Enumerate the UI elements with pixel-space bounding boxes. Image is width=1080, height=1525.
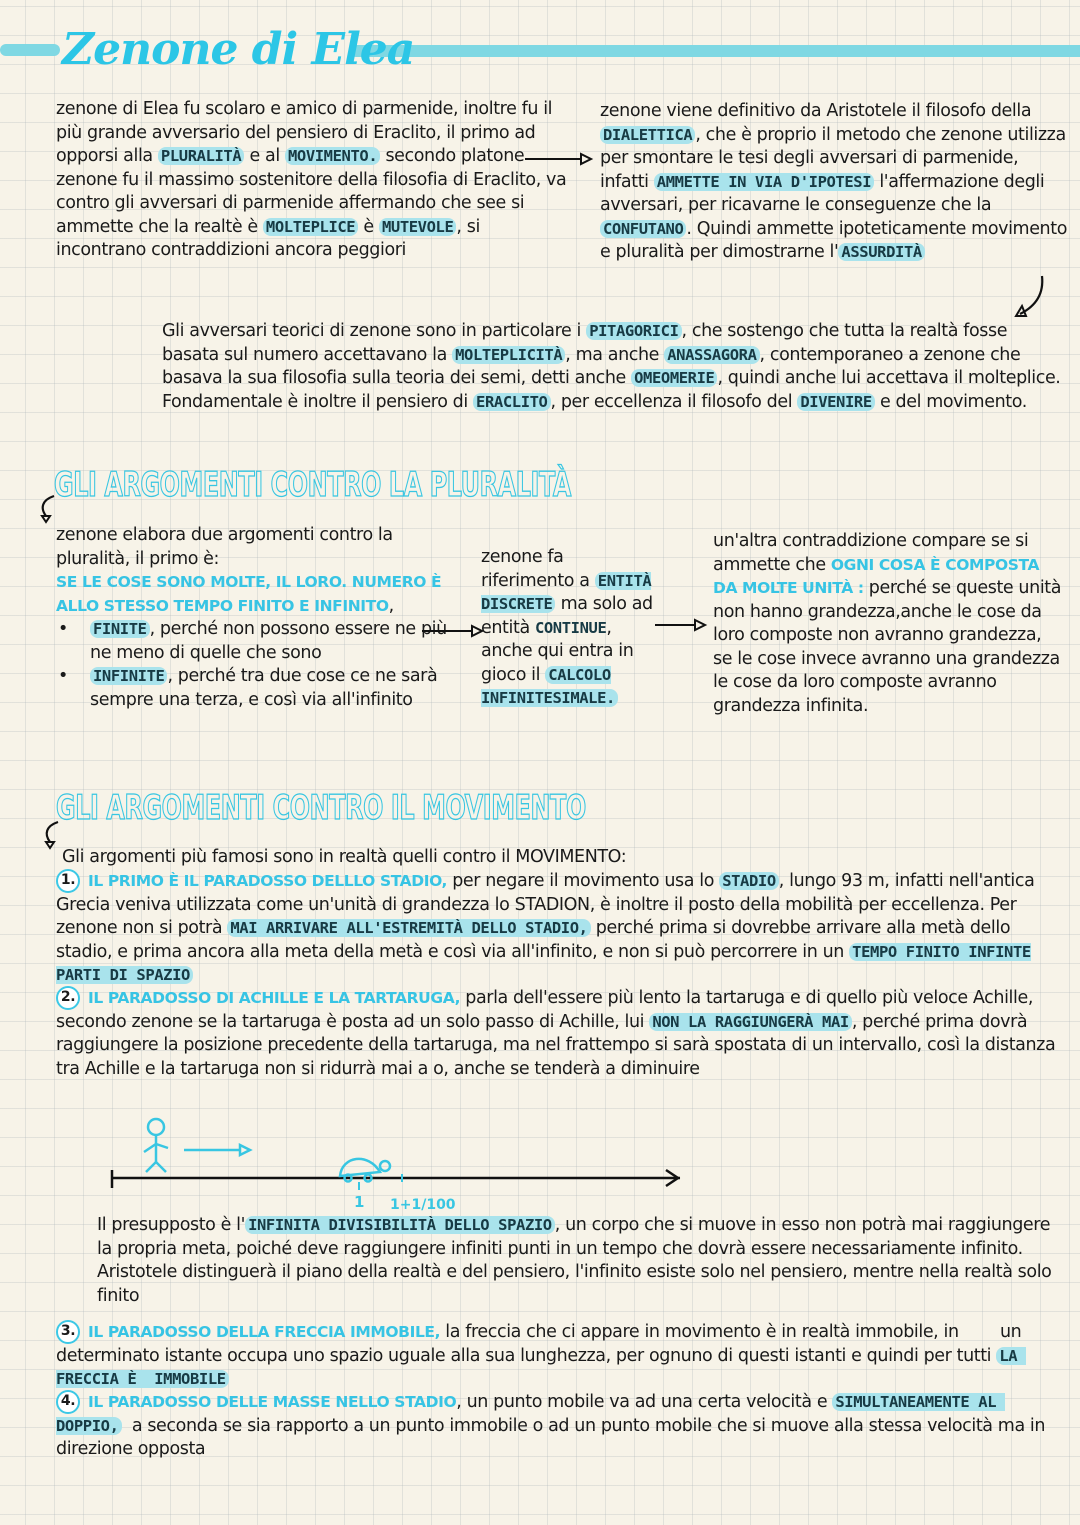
text: , un corpo che si muove in esso non potrà mai raggiungere la propria meta, poiché deve raggiungere infiniti punti in un tempo che dovrà essere necessariamente infinito. Aristotele distinguerà il piano della realtà e del pensiero, l'infinito esiste solo nel pensiero, mentre nella realtà solo finito (97, 1215, 1052, 1306)
paradox-item-3 (56, 1320, 1066, 1392)
arrow-right-icon (655, 618, 709, 632)
paradox-item-4 (56, 1390, 1068, 1462)
number-badge-4: 4. (56, 1390, 80, 1414)
highlight-pitagorici: PITAGORICI (586, 322, 681, 340)
premise-paragraph (97, 1214, 1067, 1308)
tick-label-1: 1 (354, 1193, 365, 1211)
highlight-anassagora: ANASSAGORA (664, 346, 759, 364)
plurality-column-1 (56, 524, 451, 712)
adversaries-paragraph (162, 320, 1067, 414)
intro-left-paragraph (56, 98, 571, 263)
text: per negare il movimento usa lo (447, 871, 720, 891)
arrow-right-icon (525, 152, 595, 166)
paradox-item-2 (56, 986, 1066, 1081)
text: , che è proprio il metodo che zenone utilizza per smontare le tesi degli avversari di parmenide, infatti (600, 124, 1066, 192)
highlight-plurality: PLURALITÀ (158, 147, 244, 165)
paradox-title: IL PARADOSSO DELLA FRECCIA IMMOBILE, (88, 1323, 441, 1341)
text: perché prima si dovrebbe arrivare alla metà dello stadio, e prima ancora alla meta della metà e così via all'infinito, e non si può percorrere in un (56, 918, 1011, 962)
achilles-tortoise-diagram (100, 1110, 700, 1215)
text: ma solo ad entità (481, 594, 653, 638)
highlight-ipotesi: AMMETTE IN VIA D'IPOTESI (654, 173, 874, 191)
text: , contemporaneo a zenone che basava la sua filosofia sulla teoria dei semi, detti anche (162, 344, 1021, 388)
highlight-infinita-divisibilita: INFINITA DIVISIBILITÀ DELLO SPAZIO (245, 1216, 555, 1234)
highlight-molteplicita: MOLTEPLICITÀ (452, 346, 565, 364)
plurality-column-2 (481, 546, 661, 711)
plurality-column-3 (713, 530, 1063, 718)
highlight-entita-discrete: ENTITÀ DISCRETE (481, 571, 652, 613)
curved-arrow-icon (1010, 272, 1050, 322)
highlight-simultaneamente: SIMULTANEAMENTE AL DOPPIO, (56, 1393, 1006, 1435)
text: . Quindi ammette ipoteticamente movimento e pluralità per dimostrarne l' (600, 218, 1068, 262)
highlight-movement: MOVIMENTO. (285, 147, 380, 165)
list-item (56, 665, 451, 712)
blue-text-ogni-cosa: OGNI COSA È COMPOSTA DA MOLTE UNITÀ : (713, 555, 1040, 597)
text: zenone fa riferimento a (481, 547, 595, 591)
paradox-item-1 (56, 869, 1066, 988)
page-title: Zenone di Elea (62, 24, 415, 75)
paradox-title: IL PARADOSSO DI ACHILLE E LA TARTARUGA, (88, 989, 461, 1007)
arrow-right-icon (422, 624, 484, 638)
text: Il presupposto è l' (97, 1215, 246, 1235)
highlight-finite: FINITE (90, 620, 150, 638)
text: Gli avversari teorici di zenone sono in particolare i (162, 321, 587, 341)
text: zenone di Elea fu scolaro e amico di parmenide, inoltre fu il più grande avversario del pensiero di Eraclito, il primo ad opporsi alla (56, 99, 553, 166)
text: secondo platone zenone fu il massimo sostenitore della filosofia di Eraclito, va contro gli avversari di parmenide affermando che see si ammette che la realtè è (56, 146, 567, 237)
text: , che sostengo che tutta la realtà fosse basata sul numero accettavano la (162, 321, 1008, 365)
highlight-divenire: DIVENIRE (797, 393, 874, 411)
highlight-assurdita: ASSURDITÀ (838, 243, 924, 261)
text: l'affermazione degli avversari, per ricavarne le conseguenze che la (600, 171, 1045, 215)
highlight-non-raggiungera: NON LA RAGGIUNGERÀ MAI (649, 1013, 852, 1031)
text: e del movimento. (874, 391, 1027, 412)
text: perché se queste unità non hanno grandezza,anche le cose da loro composte non avranno grandezza, se le cose invece avranno una grandezza le cose da loro composte avranno grandezza infinita. (713, 578, 1062, 716)
text: , (388, 595, 394, 616)
intro-right-paragraph (600, 100, 1070, 265)
highlight-infinite: INFINITE (90, 667, 167, 685)
highlight-mutevole: MUTEVOLE (379, 218, 456, 236)
plurality-thesis: SE LE COSE SONO MOLTE, IL LORO. NUMERO È ALLO STESSO TEMPO FINITO E INFINITO (56, 573, 442, 615)
section-title-movement: GLI ARGOMENTI CONTRO IL MOVIMENTO (56, 788, 586, 828)
highlight-tempo-finito: TEMPO FINITO INFINTE PARTI DI SPAZIO (56, 942, 1031, 984)
text: parla dell'essere più lento la tartaruga e di quello più veloce Achille, secondo zenone se la tartaruga è posta ad un solo passo di Achille, lui (56, 988, 1033, 1032)
highlight-stadio: STADIO (719, 872, 779, 890)
highlight-confutano: CONFUTANO (600, 220, 686, 238)
text: , lungo 93 m, infatti nell'antica Grecia veniva utilizzata come un'unità di grandezza lo STADION, è inoltre il posto della mobilità per eccellenza. Per zenone non si potrà (56, 871, 1035, 938)
section-title-plurality: GLI ARGOMENTI CONTRO LA PLURALITÀ (54, 465, 571, 505)
paradox-title: IL PARADOSSO DELLE MASSE NELLO STADIO (88, 1393, 457, 1411)
text: zenone viene definitivo da Aristotele il filosofo della (600, 101, 1032, 121)
text: , anche qui entra in gioco il (481, 617, 634, 685)
number-line (112, 1170, 680, 1188)
text: , un punto mobile va ad una certa velocità e (456, 1392, 833, 1412)
text: , ma anche (565, 344, 665, 365)
text: la freccia che ci appare in movimento è in realtà immobile, in un determinato istante occupa uno spazio uguale alla sua lunghezza, per ognuno di questi istanti e quindi per tutti (56, 1322, 1027, 1366)
title-underline-left (0, 44, 60, 56)
text: , si incontrano contraddizioni ancora peggiori (56, 216, 480, 260)
number-badge-3: 3. (56, 1320, 80, 1344)
plurality-intro: zenone elabora due argomenti contro la pluralità, il primo è: (56, 525, 393, 569)
text: , quindi anche lui accettava il molteplice. Fondamentale è inoltre il pensiero di (162, 368, 1061, 412)
title-underline-right (350, 45, 1080, 57)
text: è (358, 216, 379, 237)
text: un'altra contraddizione compare se si ammette che (713, 531, 1029, 575)
arrow-right-icon (184, 1145, 250, 1155)
text-continue: CONTINUE (534, 618, 607, 637)
number-badge-2: 2. (56, 986, 80, 1010)
text: , perché tra due cose ce ne sarà sempre una terza, e così via all'infinito (90, 666, 438, 710)
highlight-omeomerie: OMEOMERIE (631, 369, 717, 387)
text: , perché prima dovrà raggiungere la posizione precedente della tartaruga, ma nel frattempo si sarà spostata di un intervallo, così la distanza tra Achille e la tartaruga non si ridurrà mai a o, anche se tenderà a diminuire (56, 1011, 1056, 1079)
plurality-bullet-list (56, 618, 451, 712)
highlight-dialettica: DIALETTICA (600, 126, 695, 144)
text: , perché non possono essere ne più ne meno di quelle che sono (90, 619, 447, 663)
text: e al (244, 146, 285, 166)
highlight-molteplice: MOLTEPLICE (263, 218, 358, 236)
list-item (56, 618, 451, 665)
movement-intro: Gli argomenti più famosi sono in realtà quelli contro il MOVIMENTO: (62, 847, 627, 867)
tick-label-2: 1+1/100 (390, 1197, 456, 1213)
highlight-estremita: MAI ARRIVARE ALL'ESTREMITÀ DELLO STADIO, (227, 919, 590, 937)
number-badge-1: 1. (56, 869, 80, 893)
text: a seconda se sia rapporto a un punto immobile o ad un punto mobile che si muove alla stessa velocità ma in direzione opposta (56, 1415, 1051, 1459)
curved-arrow-icon (36, 494, 62, 524)
text: , per eccellenza il filosofo del (550, 391, 798, 412)
paradox-title: IL PRIMO È IL PARADOSSO DELLLO STADIO, (88, 872, 448, 890)
highlight-eraclito: ERACLITO (473, 393, 550, 411)
highlight-freccia-immobile: LA FRECCIA È IMMOBILE (56, 1346, 1027, 1388)
highlight-calcolo-infinitesimale: CALCOLO INFINITESIMALE. (481, 666, 618, 708)
stick-figure-icon (144, 1119, 168, 1172)
